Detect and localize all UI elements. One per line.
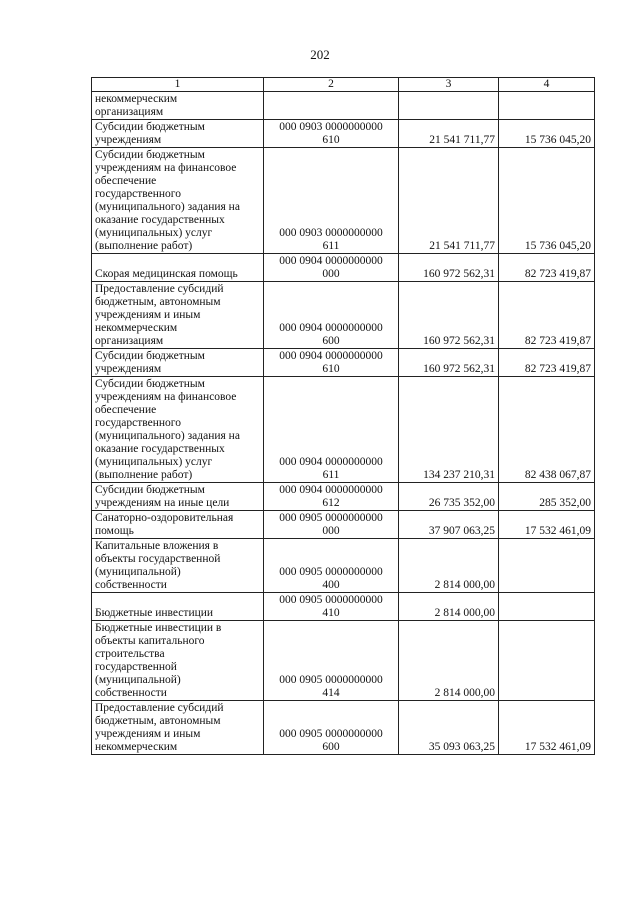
amount-col4: 82 723 419,87 [499, 282, 595, 349]
budget-code: 000 0903 0000000000 610 [264, 120, 399, 148]
budget-code: 000 0905 0000000000 400 [264, 539, 399, 593]
amount-col3: 160 972 562,31 [399, 349, 499, 377]
amount-col4: 285 352,00 [499, 483, 595, 511]
amount-col3: 160 972 562,31 [399, 254, 499, 282]
item-name: Санаторно-оздоровительная помощь [92, 511, 264, 539]
item-name: Субсидии бюджетным учреждениям [92, 120, 264, 148]
amount-col3: 26 735 352,00 [399, 483, 499, 511]
amount-col3: 37 907 063,25 [399, 511, 499, 539]
item-name: Субсидии бюджетным учреждениям на иные цели [92, 483, 264, 511]
table-row [92, 92, 595, 120]
item-name: Субсидии бюджетным учреждениям [92, 349, 264, 377]
amount-col3 [399, 92, 499, 120]
amount-col4: 15 736 045,20 [499, 148, 595, 254]
budget-code: 000 0903 0000000000 611 [264, 148, 399, 254]
amount-col4 [499, 92, 595, 120]
amount-col3: 35 093 063,25 [399, 701, 499, 755]
table-row [92, 511, 595, 539]
amount-col4: 15 736 045,20 [499, 120, 595, 148]
amount-col4 [499, 539, 595, 593]
table-row [92, 120, 595, 148]
item-name: Бюджетные инвестиции [92, 593, 264, 621]
item-name: Субсидии бюджетным учреждениям на финансовое обеспечение государственного (муниципального) задания на оказание государственных (муниципальных) услуг (выполнение работ) [92, 377, 264, 483]
budget-code: 000 0904 0000000000 610 [264, 349, 399, 377]
column-header: 2 [264, 78, 399, 92]
table-row [92, 349, 595, 377]
item-name: Субсидии бюджетным учреждениям на финансовое обеспечение государственного (муниципального) задания на оказание государственных (муниципальных) услуг (выполнение работ) [92, 148, 264, 254]
column-header: 3 [399, 78, 499, 92]
amount-col4: 82 723 419,87 [499, 349, 595, 377]
table-row [92, 483, 595, 511]
column-header: 4 [499, 78, 595, 92]
budget-code: 000 0904 0000000000 612 [264, 483, 399, 511]
amount-col3: 21 541 711,77 [399, 120, 499, 148]
budget-code: 000 0905 0000000000 410 [264, 593, 399, 621]
table-row [92, 254, 595, 282]
table-row [92, 701, 595, 755]
table-row [92, 282, 595, 349]
table-row [92, 377, 595, 483]
amount-col3: 2 814 000,00 [399, 593, 499, 621]
table-row [92, 148, 595, 254]
amount-col4: 82 723 419,87 [499, 254, 595, 282]
amount-col3: 2 814 000,00 [399, 621, 499, 701]
item-name: некоммерческим организациям [92, 92, 264, 120]
item-name: Предоставление субсидий бюджетным, автономным учреждениям и иным некоммерческим [92, 701, 264, 755]
item-name: Бюджетные инвестиции в объекты капитального строительства государственной (муниципальной) собственности [92, 621, 264, 701]
budget-code: 000 0904 0000000000 000 [264, 254, 399, 282]
table-row [92, 593, 595, 621]
amount-col3: 21 541 711,77 [399, 148, 499, 254]
page-number: 202 [310, 47, 330, 62]
budget-code: 000 0904 0000000000 611 [264, 377, 399, 483]
amount-col3: 2 814 000,00 [399, 539, 499, 593]
amount-col3: 160 972 562,31 [399, 282, 499, 349]
budget-table [91, 77, 595, 755]
amount-col4 [499, 621, 595, 701]
table-header-row [92, 78, 595, 92]
budget-code [264, 92, 399, 120]
budget-code: 000 0904 0000000000 600 [264, 282, 399, 349]
table-row [92, 539, 595, 593]
item-name: Предоставление субсидий бюджетным, автономным учреждениям и иным некоммерческим организациям [92, 282, 264, 349]
amount-col4: 82 438 067,87 [499, 377, 595, 483]
item-name: Скорая медицинская помощь [92, 254, 264, 282]
amount-col4 [499, 593, 595, 621]
table-row [92, 621, 595, 701]
amount-col4: 17 532 461,09 [499, 511, 595, 539]
budget-code: 000 0905 0000000000 000 [264, 511, 399, 539]
item-name: Капитальные вложения в объекты государственной (муниципальной) собственности [92, 539, 264, 593]
budget-code: 000 0905 0000000000 600 [264, 701, 399, 755]
amount-col3: 134 237 210,31 [399, 377, 499, 483]
column-header: 1 [92, 78, 264, 92]
budget-code: 000 0905 0000000000 414 [264, 621, 399, 701]
amount-col4: 17 532 461,09 [499, 701, 595, 755]
